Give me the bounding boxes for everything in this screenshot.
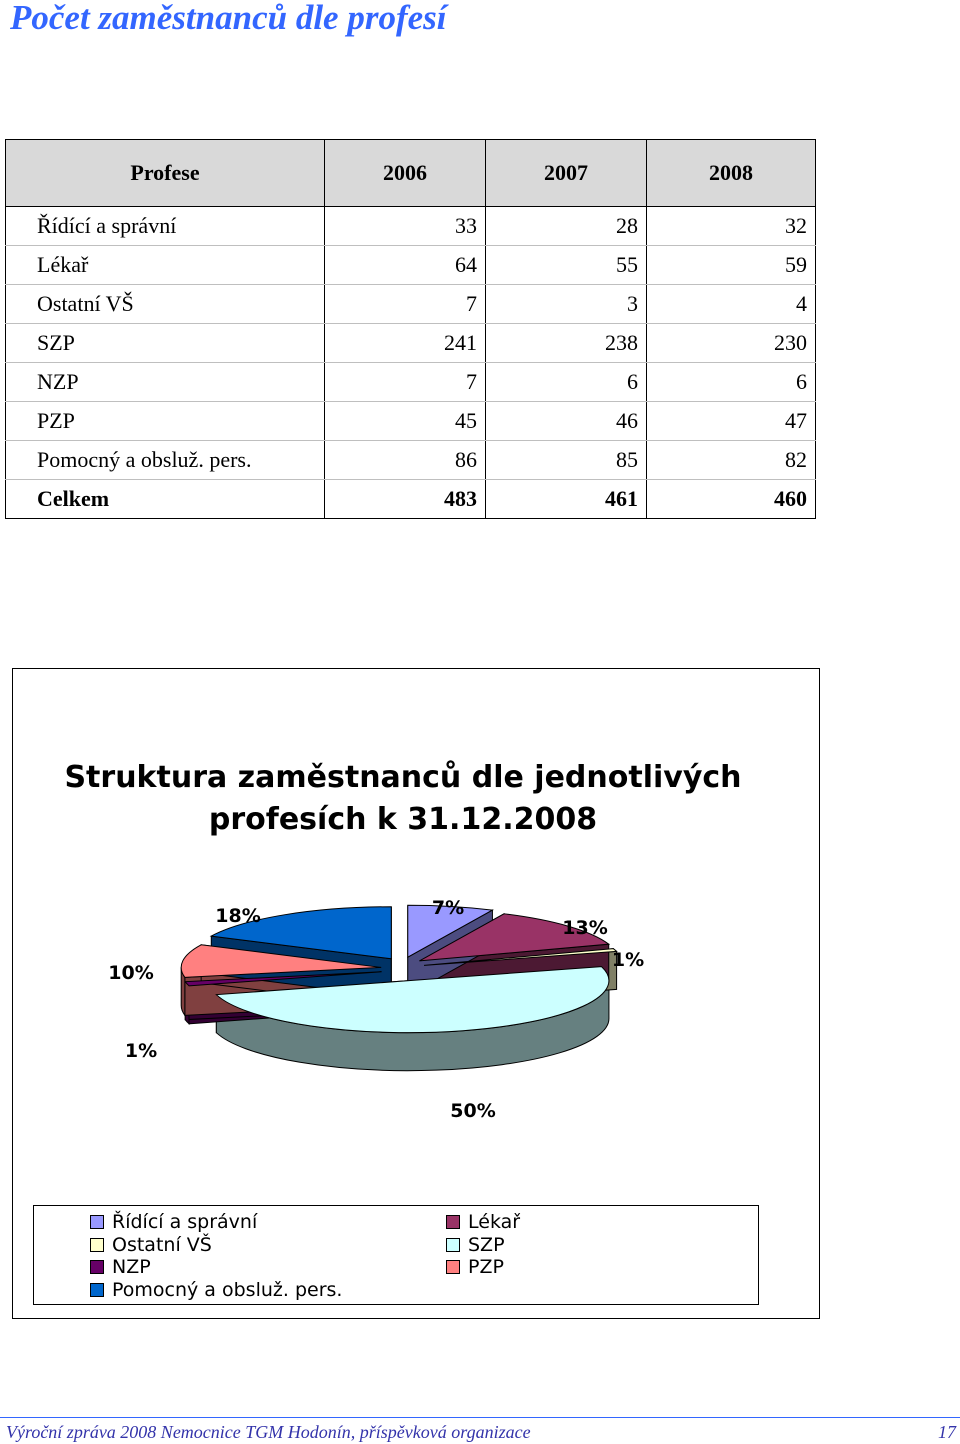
- legend-item-lekar: [446, 1211, 520, 1233]
- cell-2006: 33: [325, 207, 486, 246]
- row-label: PZP: [6, 402, 325, 441]
- legend-label: Lékař: [468, 1211, 521, 1233]
- header-2006: 2006: [325, 140, 486, 207]
- cell-2006: 64: [325, 246, 486, 285]
- row-label: NZP: [6, 363, 325, 402]
- legend-label: Řídící a správní: [112, 1211, 258, 1233]
- cell-2007: 28: [486, 207, 647, 246]
- cell-2006: 45: [325, 402, 486, 441]
- pie-chart: [13, 669, 819, 1199]
- legend-item-pomocny-a-obsluz-pers: [90, 1279, 342, 1301]
- data-label-pzp: 10%: [108, 962, 154, 984]
- row-label: Lékař: [6, 246, 325, 285]
- chart-title-line2: profesích k 31.12.2008: [208, 802, 598, 837]
- row-label: Ostatní VŠ: [6, 285, 325, 324]
- cell-2008: 230: [647, 324, 816, 363]
- data-label-nzp: 1%: [124, 1040, 158, 1062]
- cell-2006: 7: [325, 285, 486, 324]
- page-footer: [0, 1417, 960, 1442]
- data-label-ostatni-vs: 1%: [611, 949, 645, 971]
- cell-2008: 32: [647, 207, 816, 246]
- table-header-row: [6, 140, 816, 207]
- footer-text: Výroční zpráva 2008 Nemocnice TGM Hodonín, příspěvková organizace: [6, 1422, 531, 1442]
- cell-2006: 7: [325, 363, 486, 402]
- table-row: [6, 363, 816, 402]
- data-label-lekar: 13%: [562, 917, 608, 939]
- row-label: Pomocný a obsluž. pers.: [6, 441, 325, 480]
- legend-item-pzp: [446, 1256, 504, 1278]
- cell-2006: 241: [325, 324, 486, 363]
- legend-item-nzp: [90, 1256, 151, 1278]
- data-label-ridici-a-spravni: 7%: [431, 897, 465, 919]
- legend-swatch: [90, 1283, 104, 1297]
- table-row: [6, 285, 816, 324]
- header-profese: Profese: [6, 140, 325, 207]
- table-total-row: [6, 480, 816, 519]
- cell-2008: 59: [647, 246, 816, 285]
- legend-item-ostatni-vs: [90, 1234, 212, 1256]
- cell-2008: 4: [647, 285, 816, 324]
- legend-item-szp: [446, 1234, 505, 1256]
- legend-swatch: [90, 1215, 104, 1229]
- employees-table: [5, 139, 816, 519]
- legend-label: PZP: [468, 1256, 504, 1278]
- table-row: [6, 441, 816, 480]
- legend-swatch: [446, 1260, 460, 1274]
- cell-2007: 3: [486, 285, 647, 324]
- cell-2007: 6: [486, 363, 647, 402]
- header-2008: 2008: [647, 140, 816, 207]
- cell-2007: 238: [486, 324, 647, 363]
- row-label: Řídící a správní: [6, 207, 325, 246]
- chart-title-line1: Struktura zaměstnanců dle jednotlivých: [64, 760, 742, 795]
- legend-swatch: [446, 1238, 460, 1252]
- row-label: SZP: [6, 324, 325, 363]
- chart-legend: [33, 1205, 759, 1305]
- table-row: [6, 324, 816, 363]
- total-label: Celkem: [6, 480, 325, 519]
- cell-2006: 86: [325, 441, 486, 480]
- page-number: 17: [938, 1422, 956, 1442]
- legend-swatch: [90, 1260, 104, 1274]
- header-2007: 2007: [486, 140, 647, 207]
- table-row: [6, 402, 816, 441]
- legend-swatch: [90, 1238, 104, 1252]
- legend-item-ridici-a-spravni: [90, 1211, 257, 1233]
- legend-swatch: [446, 1215, 460, 1229]
- legend-label: SZP: [468, 1233, 505, 1256]
- cell-2008: 6: [647, 363, 816, 402]
- cell-2007: 55: [486, 246, 647, 285]
- legend-label: Ostatní VŠ: [112, 1233, 212, 1256]
- legend-label: Pomocný a obsluž. pers.: [112, 1278, 343, 1301]
- cell-2008: 47: [647, 402, 816, 441]
- total-2008: 460: [647, 480, 816, 519]
- chart-container: [12, 668, 820, 1319]
- cell-2007: 85: [486, 441, 647, 480]
- data-label-pomocny-a-obsluz-pers: 18%: [215, 905, 261, 927]
- cell-2007: 46: [486, 402, 647, 441]
- page-heading: Počet zaměstnanců dle profesí: [10, 0, 447, 37]
- data-label-szp: 50%: [450, 1100, 496, 1122]
- total-2006: 483: [325, 480, 486, 519]
- cell-2008: 82: [647, 441, 816, 480]
- legend-label: NZP: [112, 1256, 151, 1278]
- table-row: [6, 246, 816, 285]
- table-row: [6, 207, 816, 246]
- total-2007: 461: [486, 480, 647, 519]
